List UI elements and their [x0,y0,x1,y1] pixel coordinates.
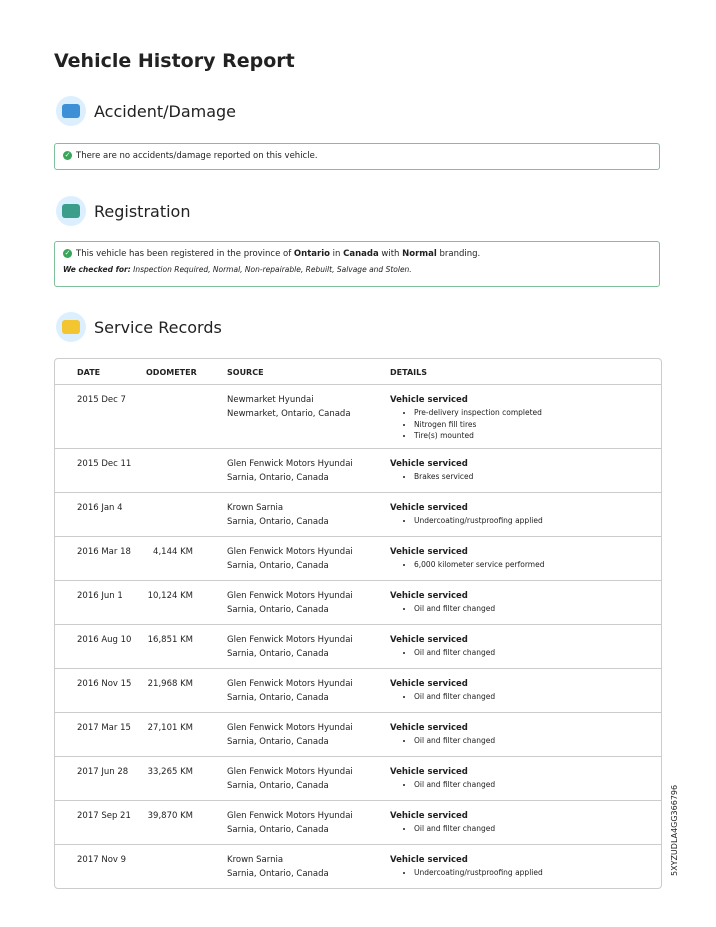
service-section-header [56,312,222,342]
check-icon: ✓ [64,249,71,257]
table-header [55,359,661,384]
registration-status-box [54,241,660,287]
detail-title: Vehicle serviced [390,458,468,469]
detail-list [390,823,661,835]
row-odometer: 39,870 KM [146,800,227,844]
row-odometer [146,384,227,448]
table-row [55,800,661,844]
accident-section-header [56,96,236,126]
source-name: Krown Sarnia [227,854,284,865]
service-heading: Service Records [94,317,222,337]
row-source [227,668,390,712]
source-location: Sarnia, Ontario, Canada [227,780,329,791]
row-date: 2016 Mar 18 [55,536,146,580]
detail-item: • Oil and filter changed [414,603,661,615]
detail-title: Vehicle serviced [390,395,468,405]
source-name: Glen Fenwick Motors Hyundai [227,678,353,689]
registration-text: with [378,249,403,259]
row-details [390,756,661,800]
accident-message: There are no accidents/damage reported on this vehicle. [76,151,318,161]
registration-heading: Registration [94,201,191,221]
row-odometer: 16,851 KM [146,624,227,668]
table-row [55,580,661,624]
detail-title: Vehicle serviced [390,810,468,821]
source-location: Sarnia, Ontario, Canada [227,516,329,527]
detail-item: • Undercoating/rustproofing applied [414,515,661,527]
row-date: 2016 Jan 4 [55,492,146,536]
source-name: Glen Fenwick Motors Hyundai [227,722,353,733]
detail-item: • Tire(s) mounted [414,430,661,442]
registration-text: in [329,249,344,259]
detail-item: • Oil and filter changed [414,691,661,703]
detail-item: • Oil and filter changed [414,647,661,659]
detail-item: • 6,000 kilometer service performed [414,559,661,571]
table-row [55,844,661,888]
detail-list [390,691,661,703]
row-details [390,536,661,580]
checked-label: We checked for: [63,265,131,274]
table-row [55,448,661,492]
column-header-odometer: ODOMETER [146,368,197,377]
source-location: Sarnia, Ontario, Canada [227,868,329,879]
row-source [227,448,390,492]
detail-item: • Undercoating/rustproofing applied [414,867,661,879]
source-location: Sarnia, Ontario, Canada [227,472,329,483]
accident-icon [56,96,86,126]
detail-list [390,407,661,442]
row-odometer: 33,265 KM [146,756,227,800]
registration-province: Ontario [293,249,330,259]
row-source [227,492,390,536]
detail-list [390,559,661,571]
row-details [390,448,661,492]
source-location: Sarnia, Ontario, Canada [227,560,329,571]
row-details [390,712,661,756]
row-details [390,844,661,888]
registration-branding: Normal [402,249,437,259]
service-icon [56,312,86,342]
row-details [390,492,661,536]
table-row [55,492,661,536]
row-source [227,800,390,844]
vin-label: 5XYZUDLA4GG366796 [670,784,679,876]
row-odometer: 21,968 KM [146,668,227,712]
row-date: 2016 Aug 10 [55,624,146,668]
source-location: Sarnia, Ontario, Canada [227,692,329,703]
table-row [55,536,661,580]
registration-text: This vehicle has been registered in the province of [76,249,294,259]
row-odometer: 10,124 KM [146,580,227,624]
detail-title: Vehicle serviced [390,678,468,689]
table-row [55,712,661,756]
source-name: Krown Sarnia [227,502,284,513]
row-date: 2016 Nov 15 [55,668,146,712]
source-location: Sarnia, Ontario, Canada [227,604,329,615]
source-name: Glen Fenwick Motors Hyundai [227,810,353,821]
row-odometer: 27,101 KM [146,712,227,756]
checked-list: Inspection Required, Normal, Non-repairable, Rebuilt, Salvage and Stolen. [133,265,412,274]
source-name: Glen Fenwick Motors Hyundai [227,546,353,557]
row-source [227,712,390,756]
row-odometer [146,448,227,492]
row-date: 2017 Mar 15 [55,712,146,756]
row-source [227,536,390,580]
detail-list [390,647,661,659]
source-location: Sarnia, Ontario, Canada [227,736,329,747]
row-date: 2015 Dec 11 [55,448,146,492]
row-details [390,624,661,668]
row-odometer [146,844,227,888]
detail-item: • Oil and filter changed [414,823,661,835]
table-row [55,384,661,448]
detail-list [390,603,661,615]
detail-title: Vehicle serviced [390,854,468,865]
detail-list [390,471,661,483]
source-name: Glen Fenwick Motors Hyundai [227,590,353,601]
detail-item: • Pre-delivery inspection completed [414,407,661,419]
detail-list [390,515,661,527]
row-source [227,580,390,624]
row-details [390,668,661,712]
detail-title: Vehicle serviced [390,590,468,601]
row-date: 2017 Sep 21 [55,800,146,844]
accident-heading: Accident/Damage [94,101,237,121]
row-date: 2016 Jun 1 [55,580,146,624]
row-source [227,384,390,448]
row-date: 2017 Nov 9 [55,844,146,888]
check-icon: ✓ [64,151,71,159]
row-source [227,756,390,800]
accident-status-box [54,143,660,170]
detail-item: • Nitrogen fill tires [414,419,661,431]
registration-icon [56,196,86,226]
row-details [390,800,661,844]
page-title: Vehicle History Report [54,50,295,72]
row-date: 2015 Dec 7 [55,384,146,448]
row-details [390,580,661,624]
table-row [55,668,661,712]
source-location: Sarnia, Ontario, Canada [227,824,329,835]
column-header-date: DATE [77,368,101,377]
row-odometer [146,492,227,536]
source-location: Newmarket, Ontario, Canada [227,409,351,419]
service-records-table [54,358,662,889]
detail-list [390,735,661,747]
source-name: Glen Fenwick Motors Hyundai [227,766,353,777]
table-row [55,624,661,668]
detail-item: • Oil and filter changed [414,735,661,747]
detail-title: Vehicle serviced [390,502,468,513]
registration-text: branding. [436,249,481,259]
registration-country: Canada [343,249,379,259]
row-date: 2017 Jun 28 [55,756,146,800]
row-source [227,844,390,888]
source-location: Sarnia, Ontario, Canada [227,648,329,659]
detail-title: Vehicle serviced [390,634,468,645]
source-name: Glen Fenwick Motors Hyundai [227,634,353,645]
column-header-details: DETAILS [390,368,427,377]
detail-title: Vehicle serviced [390,766,468,777]
registration-section-header [56,196,190,226]
detail-list [390,867,661,879]
row-odometer: 4,144 KM [146,536,227,580]
detail-title: Vehicle serviced [390,722,468,733]
detail-list [390,779,661,791]
column-header-source: SOURCE [227,368,264,377]
detail-item: • Brakes serviced [414,471,661,483]
source-name: Glen Fenwick Motors Hyundai [227,458,353,469]
detail-item: • Oil and filter changed [414,779,661,791]
row-source [227,624,390,668]
detail-title: Vehicle serviced [390,546,468,557]
source-name: Newmarket Hyundai [227,395,314,405]
table-row [55,756,661,800]
row-details [390,384,661,448]
